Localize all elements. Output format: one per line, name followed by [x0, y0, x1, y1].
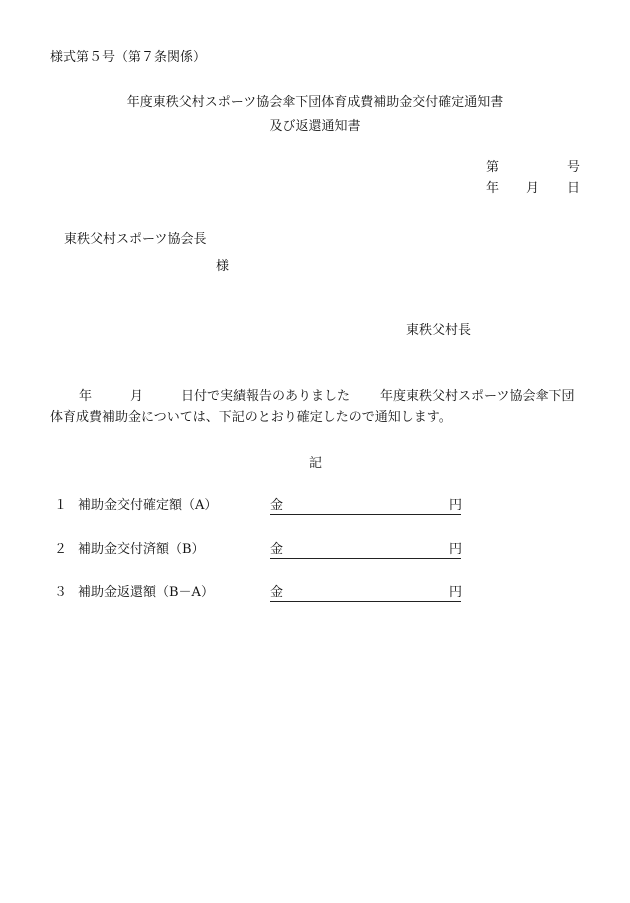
- amount-suffix: 円: [449, 542, 463, 557]
- amount-suffix: 円: [449, 498, 463, 513]
- recipient-org: 東秩父村スポーツ協会長: [64, 232, 207, 247]
- amount-prefix: 金: [270, 498, 284, 513]
- date-month: 月: [526, 181, 540, 196]
- amount-underline: [270, 601, 461, 602]
- body-year: 年: [79, 389, 93, 404]
- amount-underline: [270, 558, 461, 559]
- sender-name: 東秩父村長: [406, 323, 472, 338]
- body-day-text: 日付で実績報告のありました: [181, 389, 351, 404]
- amount-prefix: 金: [270, 585, 284, 600]
- body-month: 月: [130, 389, 144, 404]
- form-label: 様式第５号（第７条関係）: [50, 50, 207, 65]
- document-title: 年度東秩父村スポーツ協会傘下団体育成費補助金交付確定通知書: [126, 95, 504, 110]
- item-label: 補助金返還額（B－A）: [78, 585, 214, 600]
- amount-suffix: 円: [449, 585, 463, 600]
- ref-prefix: 第: [486, 160, 500, 175]
- item-number: ２: [54, 542, 68, 557]
- body-line-1: [79, 390, 575, 403]
- item-number: ３: [54, 585, 68, 600]
- body-line-2: 体育成費補助金については、下記のとおり確定したので通知します。: [50, 410, 452, 425]
- amount-underline: [270, 514, 461, 515]
- item-label: 補助金交付済額（B）: [78, 542, 205, 557]
- date-year: 年: [486, 181, 500, 196]
- document-subtitle: 及び返還通知書: [269, 119, 361, 134]
- date-day: 日: [567, 181, 581, 196]
- item-number: １: [54, 498, 68, 513]
- item-label: 補助金交付確定額（A）: [78, 498, 218, 513]
- amount-prefix: 金: [270, 542, 284, 557]
- ki-heading: 記: [309, 456, 323, 471]
- recipient-honorific: 様: [216, 259, 230, 274]
- ref-suffix: 号: [567, 160, 581, 175]
- body-continued: 年度東秩父村スポーツ協会傘下団: [380, 389, 575, 404]
